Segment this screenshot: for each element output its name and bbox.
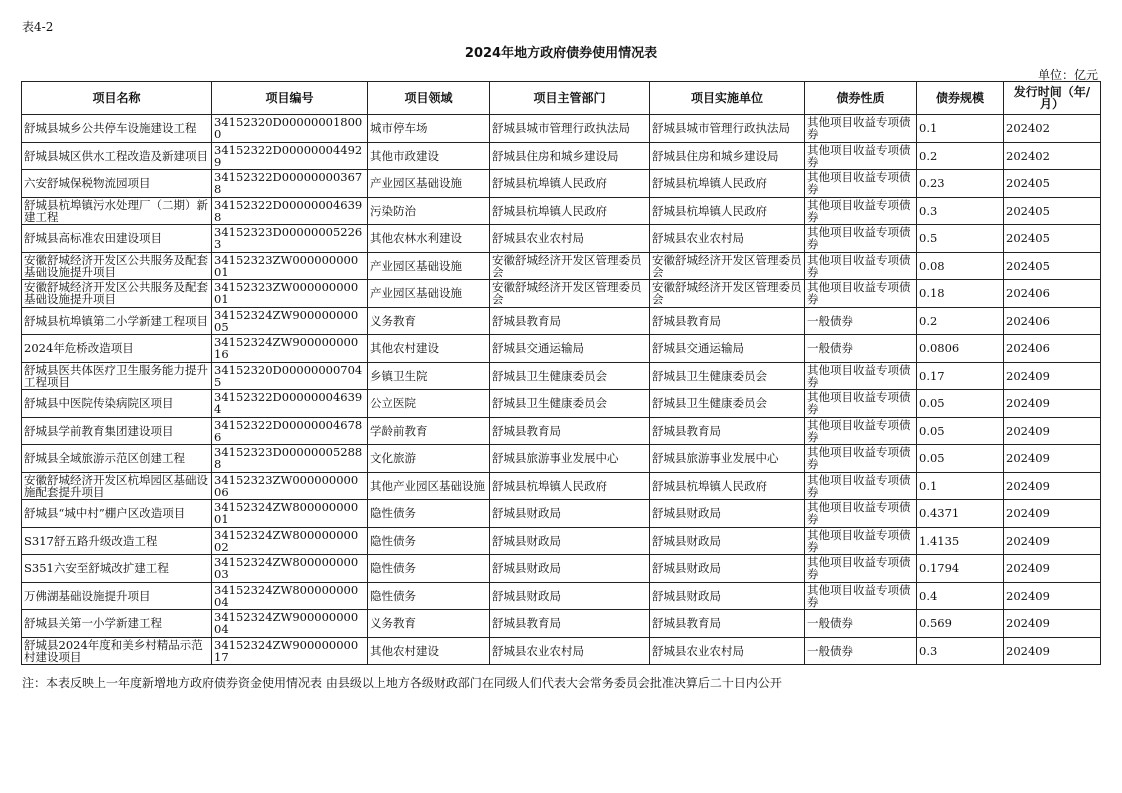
header-row xyxy=(22,82,1101,115)
cell-project-field: 隐性债务 xyxy=(368,555,490,583)
cell-bond-type: 其他项目收益专项债券 xyxy=(805,445,917,473)
table-row xyxy=(22,582,1101,610)
cell-bond-type: 其他项目收益专项债券 xyxy=(805,170,917,198)
cell-bond-amount: 0.05 xyxy=(917,390,1004,418)
cell-project-name: 安徽舒城经济开发区杭埠园区基础设施配套提升项目 xyxy=(22,472,212,500)
cell-bond-amount: 0.18 xyxy=(917,280,1004,308)
cell-project-field: 其他农村建设 xyxy=(368,335,490,363)
cell-implementing-unit: 安徽舒城经济开发区管理委员会 xyxy=(650,252,805,280)
bond-usage-table xyxy=(21,81,1101,665)
cell-bond-type: 一般债券 xyxy=(805,610,917,638)
cell-project-name: 舒城县学前教育集团建设项目 xyxy=(22,417,212,445)
column-header-issue-time: 发行时间（年/月） xyxy=(1004,82,1101,115)
cell-issue-time: 202406 xyxy=(1004,280,1101,308)
table-row xyxy=(22,500,1101,528)
cell-project-code: 34152324ZW80000000002 xyxy=(212,527,368,555)
cell-project-name: 舒城县城乡公共停车设施建设工程 xyxy=(22,115,212,143)
cell-bond-type: 其他项目收益专项债券 xyxy=(805,417,917,445)
footnote: 注：本表反映上一年度新增地方政府债券资金使用情况表 由县级以上地方各级财政部门在同级人们代表大会常务委员会批准决算后二十日内公开 xyxy=(22,676,782,690)
cell-implementing-unit: 舒城县城市管理行政执法局 xyxy=(650,115,805,143)
table-row xyxy=(22,335,1101,363)
cell-supervising-dept: 舒城县财政局 xyxy=(490,582,650,610)
cell-issue-time: 202409 xyxy=(1004,555,1101,583)
cell-issue-time: 202409 xyxy=(1004,445,1101,473)
cell-supervising-dept: 舒城县农业农村局 xyxy=(490,637,650,665)
cell-project-field: 其他产业园区基础设施 xyxy=(368,472,490,500)
cell-project-code: 34152323ZW00000000001 xyxy=(212,252,368,280)
cell-implementing-unit: 舒城县农业农村局 xyxy=(650,637,805,665)
cell-project-name: 舒城县“城中村”棚户区改造项目 xyxy=(22,500,212,528)
cell-bond-type: 一般债券 xyxy=(805,307,917,335)
cell-implementing-unit: 舒城县卫生健康委员会 xyxy=(650,390,805,418)
column-header-implementing-unit: 项目实施单位 xyxy=(650,82,805,115)
cell-implementing-unit: 舒城县杭埠镇人民政府 xyxy=(650,472,805,500)
cell-supervising-dept: 舒城县交通运输局 xyxy=(490,335,650,363)
cell-supervising-dept: 舒城县卫生健康委员会 xyxy=(490,362,650,390)
cell-project-field: 隐性债务 xyxy=(368,500,490,528)
table-row xyxy=(22,170,1101,198)
cell-project-name: 舒城县2024年度和美乡村精品示范村建设项目 xyxy=(22,637,212,665)
cell-bond-amount: 0.2 xyxy=(917,307,1004,335)
cell-issue-time: 202409 xyxy=(1004,582,1101,610)
cell-implementing-unit: 安徽舒城经济开发区管理委员会 xyxy=(650,280,805,308)
cell-issue-time: 202409 xyxy=(1004,362,1101,390)
cell-supervising-dept: 舒城县财政局 xyxy=(490,500,650,528)
cell-project-code: 34152324ZW80000000004 xyxy=(212,582,368,610)
table-row xyxy=(22,225,1101,253)
table-row xyxy=(22,362,1101,390)
cell-implementing-unit: 舒城县旅游事业发展中心 xyxy=(650,445,805,473)
cell-implementing-unit: 舒城县财政局 xyxy=(650,500,805,528)
column-header-project-field: 项目领域 xyxy=(368,82,490,115)
cell-bond-type: 其他项目收益专项债券 xyxy=(805,225,917,253)
table-row xyxy=(22,390,1101,418)
cell-supervising-dept: 舒城县教育局 xyxy=(490,417,650,445)
cell-bond-amount: 0.4371 xyxy=(917,500,1004,528)
cell-project-code: 34152322D000000046786 xyxy=(212,417,368,445)
column-header-bond-amount: 债券规模 xyxy=(917,82,1004,115)
cell-issue-time: 202409 xyxy=(1004,500,1101,528)
cell-project-name: S351六安至舒城改扩建工程 xyxy=(22,555,212,583)
cell-project-name: 舒城县城区供水工程改造及新建项目 xyxy=(22,142,212,170)
cell-bond-amount: 0.3 xyxy=(917,637,1004,665)
cell-issue-time: 202409 xyxy=(1004,390,1101,418)
cell-supervising-dept: 舒城县杭埠镇人民政府 xyxy=(490,170,650,198)
cell-project-field: 其他农村建设 xyxy=(368,637,490,665)
cell-supervising-dept: 舒城县城市管理行政执法局 xyxy=(490,115,650,143)
cell-implementing-unit: 舒城县交通运输局 xyxy=(650,335,805,363)
column-header-project-name: 项目名称 xyxy=(22,82,212,115)
cell-bond-type: 其他项目收益专项债券 xyxy=(805,252,917,280)
cell-implementing-unit: 舒城县教育局 xyxy=(650,417,805,445)
cell-supervising-dept: 舒城县旅游事业发展中心 xyxy=(490,445,650,473)
cell-supervising-dept: 舒城县住房和城乡建设局 xyxy=(490,142,650,170)
table-row xyxy=(22,417,1101,445)
cell-supervising-dept: 安徽舒城经济开发区管理委员会 xyxy=(490,252,650,280)
cell-implementing-unit: 舒城县教育局 xyxy=(650,307,805,335)
cell-implementing-unit: 舒城县财政局 xyxy=(650,527,805,555)
cell-project-name: 2024年危桥改造项目 xyxy=(22,335,212,363)
table-row xyxy=(22,445,1101,473)
cell-issue-time: 202405 xyxy=(1004,252,1101,280)
table-row xyxy=(22,115,1101,143)
cell-project-field: 乡镇卫生院 xyxy=(368,362,490,390)
cell-bond-type: 其他项目收益专项债券 xyxy=(805,555,917,583)
cell-project-field: 产业园区基础设施 xyxy=(368,170,490,198)
cell-bond-amount: 0.08 xyxy=(917,252,1004,280)
unit-label: 单位：亿元 xyxy=(1037,68,1098,82)
cell-project-code: 34152323ZW00000000001 xyxy=(212,280,368,308)
column-header-bond-type: 债券性质 xyxy=(805,82,917,115)
cell-implementing-unit: 舒城县杭埠镇人民政府 xyxy=(650,170,805,198)
cell-project-code: 34152324ZW80000000001 xyxy=(212,500,368,528)
cell-bond-type: 其他项目收益专项债券 xyxy=(805,197,917,225)
table-row xyxy=(22,610,1101,638)
cell-supervising-dept: 舒城县杭埠镇人民政府 xyxy=(490,197,650,225)
cell-issue-time: 202409 xyxy=(1004,610,1101,638)
cell-project-name: 舒城县医共体医疗卫生服务能力提升工程项目 xyxy=(22,362,212,390)
cell-project-code: 34152322D000000046398 xyxy=(212,197,368,225)
cell-project-name: 万佛湖基础设施提升项目 xyxy=(22,582,212,610)
cell-implementing-unit: 舒城县财政局 xyxy=(650,582,805,610)
cell-project-field: 公立医院 xyxy=(368,390,490,418)
cell-implementing-unit: 舒城县杭埠镇人民政府 xyxy=(650,197,805,225)
cell-project-name: 安徽舒城经济开发区公共服务及配套基础设施提升项目 xyxy=(22,280,212,308)
table-row xyxy=(22,280,1101,308)
cell-bond-type: 其他项目收益专项债券 xyxy=(805,280,917,308)
cell-project-code: 34152320D000000007045 xyxy=(212,362,368,390)
cell-project-field: 污染防治 xyxy=(368,197,490,225)
cell-bond-amount: 0.05 xyxy=(917,417,1004,445)
cell-implementing-unit: 舒城县农业农村局 xyxy=(650,225,805,253)
cell-bond-type: 其他项目收益专项债券 xyxy=(805,527,917,555)
cell-bond-amount: 0.05 xyxy=(917,445,1004,473)
cell-issue-time: 202406 xyxy=(1004,307,1101,335)
cell-supervising-dept: 舒城县卫生健康委员会 xyxy=(490,390,650,418)
cell-issue-time: 202406 xyxy=(1004,335,1101,363)
table-row xyxy=(22,252,1101,280)
cell-project-code: 34152324ZW90000000004 xyxy=(212,610,368,638)
cell-project-name: S317舒五路升级改造工程 xyxy=(22,527,212,555)
cell-issue-time: 202405 xyxy=(1004,197,1101,225)
cell-project-field: 城市停车场 xyxy=(368,115,490,143)
cell-supervising-dept: 舒城县教育局 xyxy=(490,610,650,638)
cell-project-field: 隐性债务 xyxy=(368,582,490,610)
table-row xyxy=(22,637,1101,665)
table-row xyxy=(22,527,1101,555)
cell-issue-time: 202409 xyxy=(1004,472,1101,500)
cell-implementing-unit: 舒城县卫生健康委员会 xyxy=(650,362,805,390)
cell-bond-type: 其他项目收益专项债券 xyxy=(805,390,917,418)
cell-implementing-unit: 舒城县财政局 xyxy=(650,555,805,583)
cell-bond-type: 一般债券 xyxy=(805,335,917,363)
cell-project-field: 隐性债务 xyxy=(368,527,490,555)
cell-project-field: 义务教育 xyxy=(368,610,490,638)
cell-bond-amount: 0.569 xyxy=(917,610,1004,638)
cell-bond-amount: 0.23 xyxy=(917,170,1004,198)
table-row xyxy=(22,197,1101,225)
cell-project-name: 舒城县关第一小学新建工程 xyxy=(22,610,212,638)
cell-bond-type: 其他项目收益专项债券 xyxy=(805,142,917,170)
cell-supervising-dept: 安徽舒城经济开发区管理委员会 xyxy=(490,280,650,308)
cell-supervising-dept: 舒城县教育局 xyxy=(490,307,650,335)
cell-issue-time: 202402 xyxy=(1004,115,1101,143)
cell-bond-amount: 1.4135 xyxy=(917,527,1004,555)
cell-supervising-dept: 舒城县财政局 xyxy=(490,527,650,555)
page-title: 2024年地方政府债券使用情况表 xyxy=(464,46,658,61)
cell-project-name: 舒城县杭埠镇第二小学新建工程项目 xyxy=(22,307,212,335)
table-row xyxy=(22,307,1101,335)
cell-issue-time: 202409 xyxy=(1004,417,1101,445)
cell-project-code: 34152324ZW90000000016 xyxy=(212,335,368,363)
cell-supervising-dept: 舒城县农业农村局 xyxy=(490,225,650,253)
cell-project-code: 34152322D000000044929 xyxy=(212,142,368,170)
cell-issue-time: 202405 xyxy=(1004,170,1101,198)
cell-bond-type: 一般债券 xyxy=(805,637,917,665)
cell-project-name: 舒城县杭埠镇污水处理厂（二期）新建工程 xyxy=(22,197,212,225)
cell-implementing-unit: 舒城县教育局 xyxy=(650,610,805,638)
cell-implementing-unit: 舒城县住房和城乡建设局 xyxy=(650,142,805,170)
cell-project-field: 产业园区基础设施 xyxy=(368,252,490,280)
cell-bond-amount: 0.5 xyxy=(917,225,1004,253)
cell-project-field: 其他市政建设 xyxy=(368,142,490,170)
cell-project-code: 34152324ZW80000000003 xyxy=(212,555,368,583)
cell-project-code: 34152320D000000018000 xyxy=(212,115,368,143)
cell-project-code: 34152323D000000052263 xyxy=(212,225,368,253)
cell-supervising-dept: 舒城县杭埠镇人民政府 xyxy=(490,472,650,500)
cell-project-field: 学龄前教育 xyxy=(368,417,490,445)
cell-bond-type: 其他项目收益专项债券 xyxy=(805,362,917,390)
cell-bond-amount: 0.2 xyxy=(917,142,1004,170)
column-header-project-code: 项目编号 xyxy=(212,82,368,115)
cell-bond-type: 其他项目收益专项债券 xyxy=(805,500,917,528)
cell-project-code: 34152324ZW90000000005 xyxy=(212,307,368,335)
cell-bond-amount: 0.1 xyxy=(917,115,1004,143)
table-row xyxy=(22,472,1101,500)
cell-bond-type: 其他项目收益专项债券 xyxy=(805,582,917,610)
cell-issue-time: 202405 xyxy=(1004,225,1101,253)
column-header-supervising-dept: 项目主管部门 xyxy=(490,82,650,115)
cell-bond-amount: 0.4 xyxy=(917,582,1004,610)
table-number: 表4-2 xyxy=(22,20,54,34)
cell-project-field: 文化旅游 xyxy=(368,445,490,473)
cell-supervising-dept: 舒城县财政局 xyxy=(490,555,650,583)
cell-bond-amount: 0.1 xyxy=(917,472,1004,500)
cell-project-code: 34152322D000000046394 xyxy=(212,390,368,418)
cell-bond-type: 其他项目收益专项债券 xyxy=(805,115,917,143)
table-row xyxy=(22,142,1101,170)
cell-issue-time: 202409 xyxy=(1004,637,1101,665)
cell-bond-amount: 0.17 xyxy=(917,362,1004,390)
cell-project-code: 34152322D000000003678 xyxy=(212,170,368,198)
cell-issue-time: 202409 xyxy=(1004,527,1101,555)
cell-project-field: 义务教育 xyxy=(368,307,490,335)
cell-project-name: 舒城县中医院传染病院区项目 xyxy=(22,390,212,418)
cell-project-code: 34152324ZW90000000017 xyxy=(212,637,368,665)
cell-project-field: 产业园区基础设施 xyxy=(368,280,490,308)
cell-project-name: 安徽舒城经济开发区公共服务及配套基础设施提升项目 xyxy=(22,252,212,280)
cell-project-name: 舒城县全域旅游示范区创建工程 xyxy=(22,445,212,473)
cell-bond-amount: 0.1794 xyxy=(917,555,1004,583)
cell-project-field: 其他农林水利建设 xyxy=(368,225,490,253)
cell-bond-amount: 0.0806 xyxy=(917,335,1004,363)
cell-project-name: 舒城县高标准农田建设项目 xyxy=(22,225,212,253)
cell-bond-type: 其他项目收益专项债券 xyxy=(805,472,917,500)
table-row xyxy=(22,555,1101,583)
cell-issue-time: 202402 xyxy=(1004,142,1101,170)
cell-project-code: 34152323ZW00000000006 xyxy=(212,472,368,500)
cell-project-code: 34152323D000000052888 xyxy=(212,445,368,473)
cell-project-name: 六安舒城保税物流园项目 xyxy=(22,170,212,198)
cell-bond-amount: 0.3 xyxy=(917,197,1004,225)
